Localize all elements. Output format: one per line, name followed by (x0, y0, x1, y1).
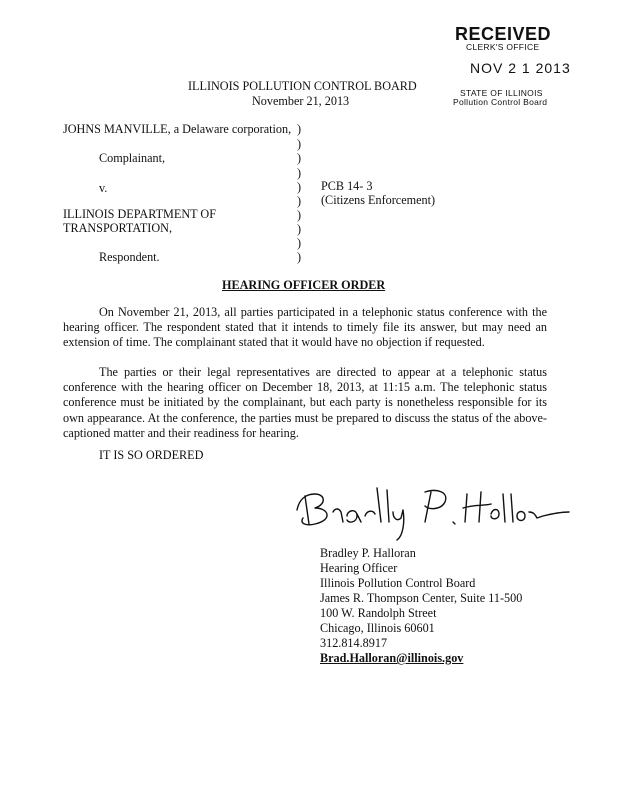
caption-paren: ) (296, 208, 302, 222)
received-stamp-clerks-office: CLERK'S OFFICE (466, 42, 540, 52)
caption-paren: ) (296, 166, 302, 180)
complainant-name: JOHNS MANVILLE, a Delaware corporation, (63, 122, 292, 136)
document-date: November 21, 2013 (252, 94, 350, 108)
caption-paren: ) (296, 236, 302, 250)
signer-address-1: James R. Thompson Center, Suite 11-500 (320, 591, 523, 605)
case-type: (Citizens Enforcement) (321, 193, 436, 207)
caption-paren: ) (296, 180, 302, 194)
respondent-role: Respondent. (99, 250, 160, 264)
order-paragraph-2: The parties or their legal representatives are directed to appear at a telephonic status conference with the hearing officer on December 18, 2013, at 11:15 a.m. The telephonic status conference must be initiated by the complainant, but each party is nonetheless responsible for its own appearance. At the conference, the parties must be prepared to discuss the status of the above-captioned matter and their readiness for hearing. (63, 365, 547, 440)
case-number: PCB 14- 3 (321, 179, 373, 193)
received-stamp-title: RECEIVED (455, 24, 552, 44)
caption-paren: ) (296, 194, 302, 208)
received-stamp-board: Pollution Control Board (453, 97, 548, 107)
caption-paren: ) (296, 250, 302, 264)
versus: v. (99, 181, 108, 195)
signer-title: Hearing Officer (320, 561, 398, 575)
received-stamp-date: NOV 2 1 2013 (470, 60, 571, 76)
respondent-name-line1: ILLINOIS DEPARTMENT OF (63, 207, 216, 221)
caption-paren: ) (296, 151, 302, 165)
caption-paren: ) (296, 137, 302, 151)
signer-board: Illinois Pollution Control Board (320, 576, 476, 590)
handwritten-signature (285, 482, 575, 542)
order-title: HEARING OFFICER ORDER (222, 278, 386, 292)
board-heading: ILLINOIS POLLUTION CONTROL BOARD (188, 79, 417, 93)
received-stamp-state: STATE OF ILLINOIS (460, 88, 543, 98)
signer-email-link[interactable]: Brad.Halloran@illinois.gov (320, 651, 464, 665)
respondent-name-line2: TRANSPORTATION, (63, 221, 172, 235)
order-paragraph-1: On November 21, 2013, all parties participated in a telephonic status conference with the hearing officer. The respondent stated that it intends to timely file its answer, but may need an extension of time. The complainant stated that it would have no objection if requested. (63, 305, 547, 350)
signer-name: Bradley P. Halloran (320, 546, 416, 560)
caption-paren: ) (296, 122, 302, 136)
signer-phone: 312.814.8917 (320, 636, 388, 650)
signer-address-2: 100 W. Randolph Street (320, 606, 437, 620)
closing-statement: IT IS SO ORDERED (99, 448, 204, 462)
complainant-role: Complainant, (99, 151, 166, 165)
caption-paren: ) (296, 222, 302, 236)
signer-city: Chicago, Illinois 60601 (320, 621, 435, 635)
